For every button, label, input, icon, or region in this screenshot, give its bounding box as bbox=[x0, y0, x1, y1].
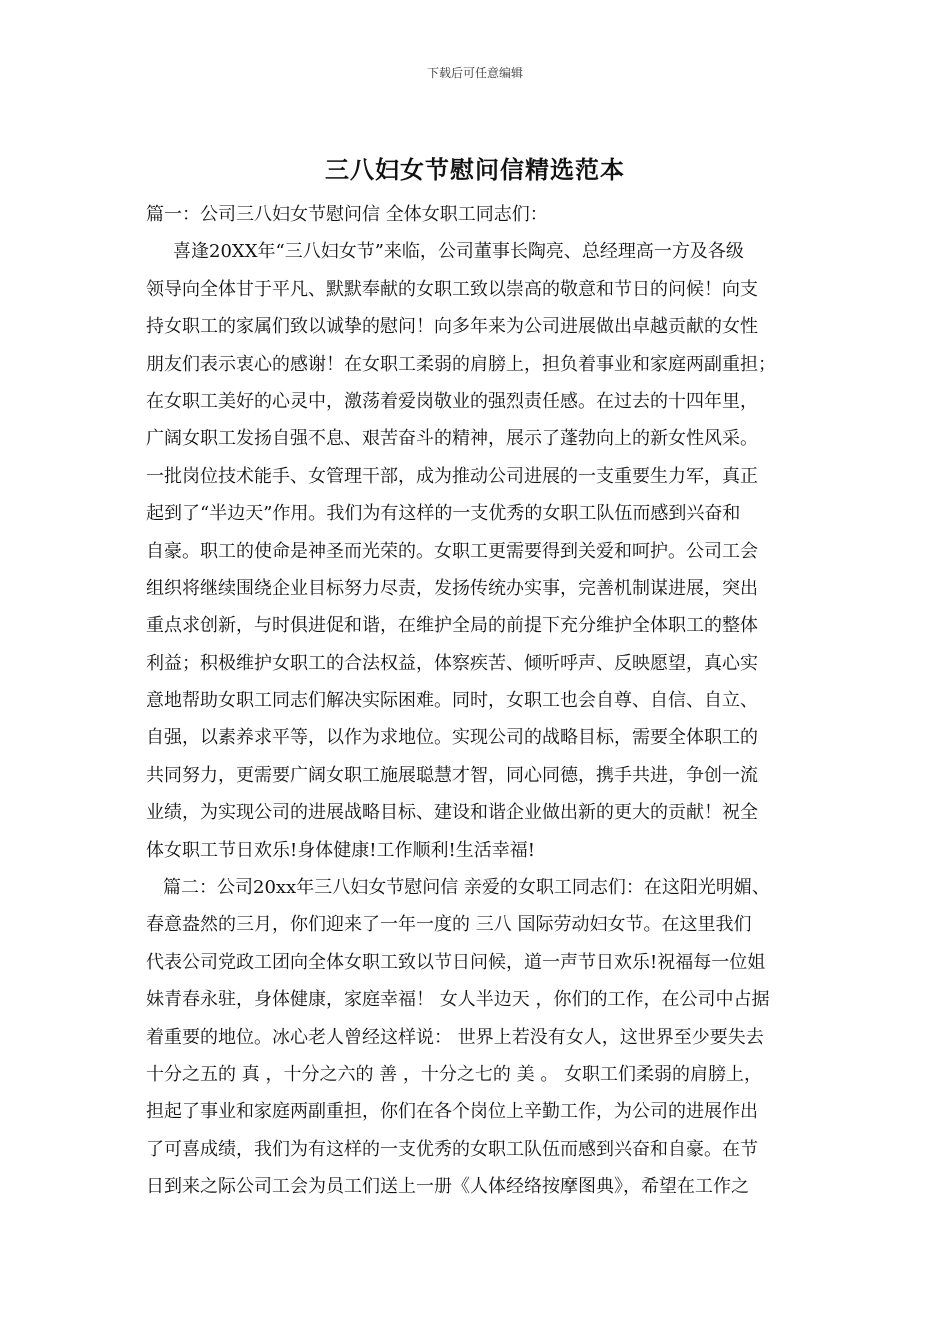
text-line: 自强，以素养求平等，以作为求地位。实现公司的战略目标，需要全体职工的 bbox=[146, 727, 758, 749]
text-line: 喜逢20XX年“三八妇女节”来临，公司董事长陶亮、总经理高一方及各级 bbox=[173, 241, 744, 263]
text-line: 领导向全体甘于平凡、默默奉献的女职工致以崇高的敬意和节日的问候！向支 bbox=[146, 278, 758, 300]
text-line: 起到了“半边天”作用。我们为有这样的一支优秀的女职工队伍而感到兴奋和 bbox=[146, 503, 741, 525]
document-title: 三八妇女节慰问信精选范本 bbox=[325, 155, 625, 184]
text-line: 广阔女职工发扬自强不息、艰苦奋斗的精神，展示了蓬勃向上的新女性风采。 bbox=[146, 428, 758, 450]
text-line: 代表公司党政工团向全体女职工致以节日问候，道一声节日欢乐!祝福每一位姐 bbox=[146, 951, 766, 973]
text-line: 了可喜成绩，我们为有这样的一支优秀的女职工队伍而感到兴奋和自豪。在节 bbox=[146, 1138, 758, 1160]
text-line: 一批岗位技术能手、女管理干部，成为推动公司进展的一支重要生力军，真正 bbox=[146, 465, 758, 487]
text-line: 体女职工节日欢乐!身体健康!工作顺利!生活幸福! bbox=[146, 839, 535, 861]
document-body bbox=[146, 196, 826, 1206]
text-line: 自豪。职工的使命是神圣而光荣的。女职工更需要得到关爱和呵护。公司工会 bbox=[146, 540, 758, 562]
text-line: 利益；积极维护女职工的合法权益，体察疾苦、倾听呼声、反映愿望，真心实 bbox=[146, 652, 758, 674]
text-line: 十分之五的 真 ，十分之六的 善 ，十分之七的 美 。 女职工们柔弱的肩膀上， bbox=[146, 1063, 763, 1085]
text-line: 重点求创新，与时俱进促和谐，在维护全局的前提下充分维护全体职工的整体 bbox=[146, 615, 758, 637]
text-line: 朋友们表示衷心的感谢！在女职工柔弱的肩膀上，担负着事业和家庭两副重担； bbox=[146, 353, 776, 375]
text-line: 日到来之际公司工会为员工们送上一册《人体经络按摩图典》，希望在工作之 bbox=[146, 1176, 749, 1198]
header-note: 下载后可任意编辑 bbox=[426, 66, 523, 80]
text-line: 妹青春永驻，身体健康，家庭幸福！ 女人半边天 ，你们的工作，在公司中占据 bbox=[146, 989, 770, 1011]
text-line: 共同努力，更需要广阔女职工施展聪慧才智，同心同德，携手共进，争创一流 bbox=[146, 764, 758, 786]
text-line: 在女职工美好的心灵中，激荡着爱岗敬业的强烈责任感。在过去的十四年里， bbox=[146, 390, 758, 412]
text-line: 篇二：公司20xx年三八妇女节慰问信 亲爱的女职工同志们：在这阳光明媚、 bbox=[163, 877, 770, 899]
text-line: 担起了事业和家庭两副重担，你们在各个岗位上辛勤工作，为公司的进展作出 bbox=[146, 1101, 758, 1123]
text-line: 意地帮助女职工同志们解决实际困难。同时，女职工也会自尊、自信、自立、 bbox=[146, 690, 758, 712]
text-line: 春意盎然的三月，你们迎来了一年一度的 三八 国际劳动妇女节。在这里我们 bbox=[146, 914, 752, 936]
text-line: 篇一：公司三八妇女节慰问信 全体女职工同志们： bbox=[146, 204, 548, 225]
text-line: 着重要的地位。冰心老人曾经这样说： 世界上若没有女人，这世界至少要失去 bbox=[146, 1026, 764, 1048]
text-line: 组织将继续围绕企业目标努力尽责，发扬传统办实事，完善机制谋进展，突出 bbox=[146, 577, 758, 599]
text-line: 业绩，为实现公司的进展战略目标、建设和谐企业做出新的更大的贡献！祝全 bbox=[146, 802, 758, 824]
text-line: 持女职工的家属们致以诚挚的慰问！向多年来为公司进展做出卓越贡献的女性 bbox=[146, 316, 758, 338]
